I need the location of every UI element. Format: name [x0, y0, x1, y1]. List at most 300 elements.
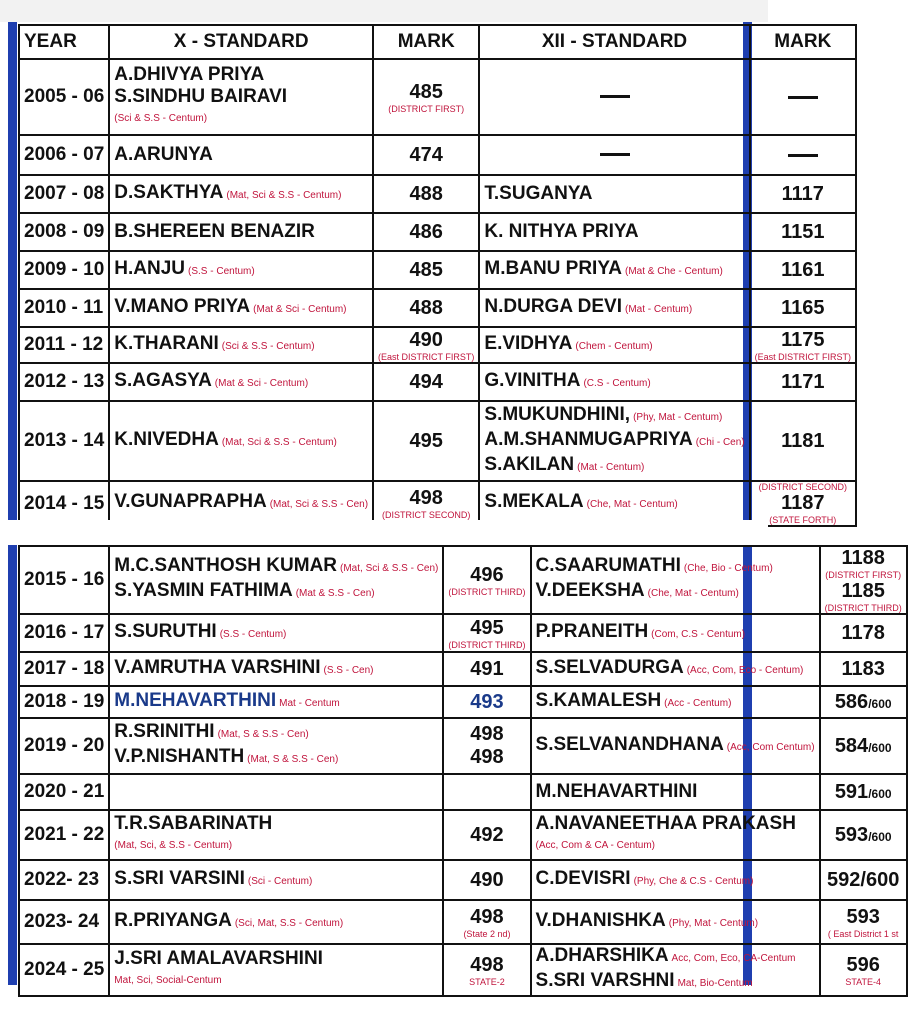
student-name-text: R.SRINITHI	[114, 721, 215, 742]
x-mark-cell	[443, 614, 530, 652]
mark-value: 584/600	[834, 734, 892, 757]
student-name	[114, 144, 368, 166]
mark-value: 493	[470, 690, 504, 713]
student-name-text: S.MEKALA	[484, 491, 584, 512]
mark-value: 474	[409, 143, 443, 166]
subject-note: (Mat & Sci - Centum)	[214, 377, 309, 389]
x-mark-cell	[373, 135, 479, 175]
table-row	[19, 135, 856, 175]
subject-note: (Acc, Com & CA - Centum)	[535, 840, 656, 851]
mark-value: 1178	[841, 621, 885, 644]
student-name-text: V.AMRUTHA VARSHINI	[114, 656, 321, 678]
x-standard-cell	[109, 652, 443, 686]
mark-value: 488	[409, 182, 443, 205]
student-name	[114, 333, 368, 358]
xii-mark-cell	[820, 718, 907, 774]
student-name-text: J.SRI AMALAVARSHINI	[114, 948, 323, 969]
x-mark-cell	[373, 289, 479, 327]
student-name-text: V.P.NISHANTH	[114, 746, 245, 767]
subject-note: (Sci, Mat, S.S - Centum)	[234, 917, 344, 929]
student-name-text: V.MANO PRIYA	[114, 295, 251, 317]
xii-standard-cell	[531, 900, 820, 944]
table-row	[19, 810, 907, 860]
student-name	[536, 868, 815, 893]
student-name	[484, 454, 744, 479]
student-name	[536, 945, 815, 970]
student-name	[536, 813, 815, 835]
student-name-text: B.SHEREEN BENAZIR	[114, 221, 315, 242]
student-name-text: N.DURGA DEVI	[484, 295, 622, 317]
xii-standard-cell	[531, 614, 820, 652]
x-mark-cell	[443, 774, 530, 810]
mark-value: 591/600	[834, 780, 892, 803]
mark-value: 1188	[841, 547, 885, 569]
mark-value: 1151	[781, 220, 825, 243]
mark-note: (DISTRICT THIRD)	[448, 639, 526, 650]
x-mark-cell	[373, 363, 479, 401]
mark-value: 1175	[781, 328, 825, 351]
xii-standard-cell	[479, 401, 749, 481]
results-panel-bottom	[8, 545, 902, 991]
subject-note: (Sci & S.S - Centum)	[114, 113, 208, 124]
xii-standard-cell	[531, 774, 820, 810]
student-name	[536, 580, 815, 605]
x-standard-cell	[109, 213, 373, 251]
x-mark-cell	[443, 652, 530, 686]
year-cell: 2016 - 17	[19, 614, 109, 652]
year-cell: 2013 - 14	[19, 401, 109, 481]
xii-mark-cell	[820, 686, 907, 718]
xii-standard-cell	[531, 810, 820, 860]
year-cell: 2024 - 25	[19, 944, 109, 996]
student-name	[536, 781, 815, 803]
mark-value: 1161	[781, 258, 825, 281]
x-standard-cell	[109, 614, 443, 652]
mark-value: 498	[409, 487, 443, 509]
student-name-text: S.AKILAN	[484, 453, 575, 475]
results-table-top	[18, 24, 857, 527]
student-name-text: T.SUGANYA	[484, 183, 593, 204]
xii-mark-cell	[750, 175, 856, 213]
xii-mark-cell	[820, 652, 907, 686]
mark-note: ( East District 1 st	[827, 928, 899, 939]
mark-value: 486	[409, 220, 443, 243]
x-mark-cell	[373, 401, 479, 481]
subject-note: (Chem - Centum)	[575, 340, 653, 352]
student-name-text: K. NITHYA PRIYA	[484, 221, 639, 242]
student-name-text: S.AGASYA	[114, 369, 212, 391]
mark-value: 490	[409, 328, 443, 351]
header-x-standard: X - STANDARD	[109, 25, 373, 59]
xii-standard-cell	[531, 718, 820, 774]
mark-value: 1181	[781, 429, 825, 452]
subject-note: Mat, Sci, Social-Centum	[114, 975, 222, 986]
student-name-text: D.SAKTHYA	[114, 181, 224, 203]
x-standard-cell	[109, 546, 443, 614]
mark-note: STATE-4	[845, 976, 882, 987]
xii-mark-cell	[820, 546, 907, 614]
table-row	[19, 251, 856, 289]
student-name	[484, 258, 744, 283]
subject-note: Mat, Bio-Centum	[677, 978, 753, 989]
x-standard-cell	[109, 175, 373, 213]
x-mark-cell	[373, 251, 479, 289]
header-xii-standard: XII - STANDARD	[479, 25, 749, 59]
mark-value: 593/600	[834, 823, 892, 846]
student-name-text: A.M.SHANMUGAPRIYA	[484, 428, 693, 450]
xii-mark-cell	[820, 860, 907, 900]
header-mark-x: MARK	[373, 25, 479, 59]
mark-value: 1165	[781, 296, 825, 319]
table-row	[19, 944, 907, 996]
student-name-text: A.DHIVYA PRIYA	[114, 64, 265, 85]
results-table-bottom	[18, 545, 908, 997]
mark-note: (DISTRICT THIRD)	[448, 586, 526, 597]
mark-note: (DISTRICT THIRD)	[824, 603, 902, 613]
student-name-text: E.VIDHYA	[484, 332, 573, 354]
xii-mark-cell	[750, 59, 856, 135]
student-name-text: C.SAARUMATHI	[535, 555, 681, 576]
x-standard-cell	[109, 289, 373, 327]
student-name-text: S.MUKUNDHINI,	[484, 403, 631, 425]
mark-value: 492	[470, 823, 504, 846]
subject-note: (C.S - Centum)	[583, 377, 651, 389]
student-name	[484, 221, 744, 243]
year-cell: 2022- 23	[19, 860, 109, 900]
year-cell: 2015 - 16	[19, 546, 109, 614]
top-strip	[0, 0, 768, 22]
mark-value: 498	[470, 953, 504, 976]
table-row	[19, 289, 856, 327]
xii-standard-cell	[531, 860, 820, 900]
subject-note: (Mat & Che - Centum)	[624, 265, 723, 277]
subject-note: (S.S - Centum)	[188, 265, 255, 277]
student-name	[114, 868, 438, 893]
year-cell: 2007 - 08	[19, 175, 109, 213]
year-cell: 2014 - 15	[19, 481, 109, 526]
mark-note: (East DISTRICT FIRST)	[378, 351, 475, 362]
subject-note: (Che, Bio - Centum)	[683, 563, 773, 574]
mark-value: 485	[409, 80, 443, 103]
mark-value: 1183	[841, 657, 885, 680]
mark-suffix: /600	[868, 740, 892, 755]
x-mark-cell	[443, 546, 530, 614]
x-standard-cell	[109, 686, 443, 718]
table-row	[19, 213, 856, 251]
xii-standard-cell	[531, 546, 820, 614]
dash-mark	[600, 153, 630, 156]
dash-mark	[788, 154, 818, 157]
student-name	[114, 86, 368, 108]
subject-note: (Sci - Centum)	[247, 875, 313, 887]
x-standard-cell	[109, 860, 443, 900]
subject-note: (Chi - Cen)	[695, 436, 745, 448]
subject-note: (Mat & S.S - Cen)	[295, 588, 375, 599]
x-standard-cell	[109, 135, 373, 175]
student-name	[114, 64, 368, 86]
year-cell: 2009 - 10	[19, 251, 109, 289]
year-cell: 2010 - 11	[19, 289, 109, 327]
x-mark-cell	[373, 213, 479, 251]
x-mark-cell	[373, 59, 479, 135]
student-name-text: M.NEHAVARTHINI	[114, 689, 277, 711]
mark-value: 1117	[781, 182, 824, 205]
table-row	[19, 59, 856, 135]
subject-note: (Che, Mat - Centum)	[647, 588, 739, 599]
xii-mark-cell	[820, 774, 907, 810]
subject-note: (Com, C.S - Centum)	[651, 628, 746, 640]
x-standard-cell	[109, 900, 443, 944]
mark-value: 596	[846, 953, 880, 976]
mark-value: 491	[470, 657, 504, 680]
student-name-text: V.DEEKSHA	[535, 580, 645, 601]
dash-mark	[788, 96, 818, 99]
mark-note: (DISTRICT SECOND)	[758, 482, 847, 492]
x-standard-cell	[109, 810, 443, 860]
xii-mark-cell	[750, 213, 856, 251]
xii-mark-cell	[820, 944, 907, 996]
year-cell: 2017 - 18	[19, 652, 109, 686]
subject-note: (Che, Mat - Centum)	[586, 499, 678, 510]
x-standard-cell	[109, 401, 373, 481]
student-name	[114, 721, 438, 746]
student-name	[114, 690, 438, 715]
mark-value: 1185	[841, 580, 885, 602]
header-year: YEAR	[19, 25, 109, 59]
x-mark-cell	[443, 944, 530, 996]
student-name	[114, 429, 368, 454]
mark-note: (DISTRICT FIRST)	[825, 570, 902, 580]
year-cell: 2008 - 09	[19, 213, 109, 251]
student-name	[536, 555, 815, 580]
x-mark-cell	[443, 900, 530, 944]
table-header	[19, 25, 856, 59]
student-name-text: S.SRI VARSINI	[114, 867, 245, 889]
x-standard-cell	[109, 251, 373, 289]
table-row	[19, 401, 856, 481]
student-name	[536, 970, 815, 995]
student-name-text: K.THARANI	[114, 332, 219, 354]
subject-note: Mat - Centum	[279, 697, 340, 709]
xii-standard-cell	[531, 944, 820, 996]
subject-note: (Mat & Sci - Centum)	[253, 303, 347, 315]
student-name-text: S.SRI VARSHNI	[535, 970, 675, 991]
mark-value: 1171	[781, 370, 825, 393]
mark-value: 498	[470, 905, 504, 928]
student-name-text: H.ANJU	[114, 257, 186, 279]
student-name	[114, 746, 438, 771]
x-standard-cell	[109, 363, 373, 401]
student-name	[114, 258, 368, 283]
student-name-text: A.NAVANEETHAA PRAKASH	[535, 813, 796, 834]
student-name-text: S.SURUTHI	[114, 620, 217, 642]
subject-note: (Mat, Sci, & S.S - Centum)	[114, 840, 233, 851]
mark-note: (STATE FORTH)	[769, 515, 837, 525]
xii-mark-cell	[750, 289, 856, 327]
student-name	[114, 948, 438, 970]
x-standard-cell	[109, 59, 373, 135]
student-name	[484, 333, 744, 358]
student-name-text: C.DEVISRI	[535, 867, 631, 889]
mark-value: 586/600	[834, 690, 892, 713]
student-name-text: V.GUNAPRAPHA	[114, 491, 267, 512]
student-name	[114, 370, 368, 395]
table-row	[19, 652, 907, 686]
results-panel-top	[8, 22, 851, 525]
table-row	[19, 175, 856, 213]
xii-mark-cell	[750, 135, 856, 175]
xii-mark-cell	[820, 900, 907, 944]
mark-value: 593	[846, 905, 880, 928]
subject-note: (S.S - Centum)	[219, 628, 287, 640]
year-cell: 2005 - 06	[19, 59, 109, 135]
year-cell: 2021 - 22	[19, 810, 109, 860]
table-row	[19, 546, 907, 614]
table-row	[19, 614, 907, 652]
student-name	[114, 580, 438, 605]
x-standard-cell	[109, 718, 443, 774]
student-name	[536, 657, 815, 682]
mark-value: 498	[470, 746, 504, 768]
student-name-text: K.NIVEDHA	[114, 428, 219, 450]
xii-mark-cell	[750, 327, 856, 363]
student-name-text: M.BANU PRIYA	[484, 257, 622, 279]
student-name	[536, 690, 815, 715]
student-name	[114, 657, 438, 682]
x-standard-cell	[109, 944, 443, 996]
blue-border-left	[8, 22, 17, 520]
student-name	[484, 183, 744, 205]
mark-value: 1187	[781, 492, 825, 514]
mark-note: (DISTRICT FIRST)	[388, 103, 465, 114]
student-name-text: S.SINDHU BAIRAVI	[114, 86, 288, 107]
subject-note: (Phy, Mat - Centum)	[633, 411, 723, 423]
mark-value: 495	[470, 616, 504, 639]
student-name	[536, 734, 815, 759]
xii-standard-cell	[479, 289, 749, 327]
student-name-text: S.YASMIN FATHIMA	[114, 580, 293, 601]
student-name	[114, 555, 438, 580]
xii-standard-cell	[479, 175, 749, 213]
panel-gap	[0, 520, 768, 545]
student-name-text: M.NEHAVARTHINI	[535, 781, 698, 802]
student-name	[484, 491, 744, 516]
year-cell: 2019 - 20	[19, 718, 109, 774]
student-name	[484, 370, 744, 395]
mark-suffix: /600	[868, 696, 892, 711]
subject-note: (Mat, S & S.S - Cen)	[217, 729, 309, 740]
blue-border-left	[8, 545, 17, 985]
subject-note: (Phy, Mat - Centum)	[668, 917, 759, 929]
xii-mark-cell	[820, 810, 907, 860]
year-cell: 2006 - 07	[19, 135, 109, 175]
student-name-text: R.PRIYANGA	[114, 909, 232, 931]
table-row	[19, 718, 907, 774]
table-row	[19, 900, 907, 944]
xii-mark-cell	[750, 251, 856, 289]
dash-mark	[600, 95, 630, 98]
xii-mark-cell	[820, 614, 907, 652]
table-row	[19, 363, 856, 401]
mark-note: (DISTRICT SECOND)	[382, 510, 471, 520]
xii-standard-cell	[531, 686, 820, 718]
mark-suffix: /600	[868, 786, 892, 801]
subject-note: (Mat, S & S.S - Cen)	[247, 754, 339, 765]
x-mark-cell	[443, 686, 530, 718]
xii-standard-cell	[479, 327, 749, 363]
student-name-text: M.C.SANTHOSH KUMAR	[114, 555, 338, 576]
table-row	[19, 774, 907, 810]
mark-note: STATE-2	[469, 976, 505, 987]
student-name-text: V.DHANISHKA	[535, 909, 666, 931]
mark-value: 495	[409, 429, 443, 452]
subject-note: (Mat, Sci & S.S - Centum)	[221, 436, 337, 448]
xii-standard-cell	[479, 59, 749, 135]
subject-note: (Acc - Centum)	[664, 697, 732, 709]
year-cell: 2011 - 12	[19, 327, 109, 363]
mark-note: (State 2 nd)	[463, 928, 511, 939]
xii-mark-cell	[750, 401, 856, 481]
student-name-text: S.SELVADURGA	[535, 656, 684, 678]
student-name	[536, 621, 815, 646]
subject-note: (Phy, Che & C.S - Centum)	[633, 875, 754, 887]
student-name-text: A.ARUNYA	[114, 144, 213, 165]
x-standard-cell	[109, 327, 373, 363]
student-name	[114, 296, 368, 321]
mark-value: 485	[409, 258, 443, 281]
mark-value: 494	[409, 370, 443, 393]
subject-note: (Mat, Sci & S.S - Centum)	[226, 189, 342, 201]
subject-note: Acc, Com, Eco, CA-Centum	[671, 953, 796, 964]
student-name-text: P.PRANEITH	[535, 620, 649, 642]
x-mark-cell	[443, 810, 530, 860]
student-name	[114, 813, 438, 835]
mark-value: 488	[409, 296, 443, 319]
x-mark-cell	[373, 327, 479, 363]
mark-note: (East DISTRICT FIRST)	[754, 351, 851, 362]
student-name	[114, 221, 368, 243]
student-name	[114, 182, 368, 207]
xii-mark-cell	[750, 363, 856, 401]
x-mark-cell	[373, 175, 479, 213]
student-name	[484, 296, 744, 321]
table-row	[19, 860, 907, 900]
table-row	[19, 686, 907, 718]
xii-standard-cell	[479, 135, 749, 175]
mark-value: 498	[470, 723, 504, 745]
subject-note: (Mat, Sci & S.S - Cen)	[340, 563, 439, 574]
subject-note: (Sci & S.S - Centum)	[221, 340, 315, 352]
mark-value: 490	[470, 868, 504, 891]
student-name-text: A.DHARSHIKA	[535, 945, 669, 966]
xii-standard-cell	[479, 363, 749, 401]
header-mark-xii: MARK	[750, 25, 856, 59]
xii-standard-cell	[531, 652, 820, 686]
year-cell: 2023- 24	[19, 900, 109, 944]
student-name-text: T.R.SABARINATH	[114, 813, 273, 834]
subject-note: (Acc, Com, Eco - Centum)	[686, 664, 804, 676]
student-name-text: S.SELVANANDHANA	[535, 733, 724, 755]
table-row	[19, 327, 856, 363]
mark-value: 592/600	[827, 868, 900, 891]
xii-standard-cell	[479, 251, 749, 289]
x-mark-cell	[443, 860, 530, 900]
mark-suffix: /600	[868, 829, 892, 844]
subject-note: (Mat, Sci & S.S - Cen)	[269, 499, 369, 510]
student-name	[484, 429, 744, 454]
year-cell: 2020 - 21	[19, 774, 109, 810]
student-name	[114, 621, 438, 646]
